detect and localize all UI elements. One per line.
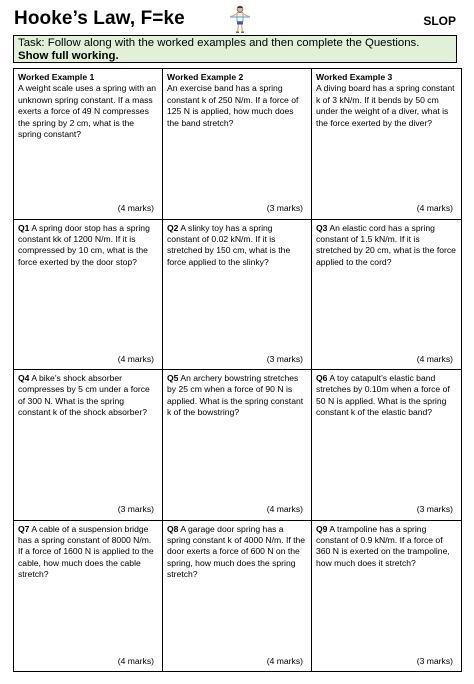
cell-text: A diving board has a spring constant k of 3 kN/m. If it bends by 50 cm under the weight of a diver, what is the force exerted by the diver? <box>316 83 455 128</box>
marks-label: (4 marks) <box>416 203 453 214</box>
task-text: Task: Follow along with the worked examples and then complete the Questions. <box>18 37 420 49</box>
question-5-cell <box>163 370 312 521</box>
question-text <box>167 524 307 581</box>
question-3-cell <box>312 220 461 371</box>
question-body: An elastic cord has a spring constant of 1.5 kN/m. If it is stretched by 20 cm, what is the force applied to the cord? <box>316 222 456 267</box>
question-1-cell <box>14 220 163 371</box>
marks-label: (3 marks) <box>117 504 154 515</box>
marks-label: (4 marks) <box>266 655 303 666</box>
question-text <box>316 223 457 269</box>
question-body: A cable of a suspension bridge has a spring constant of 8000 N/m. If a force of 1600 N is applied to the cable, how much does the cable stretch? <box>18 523 154 580</box>
question-text <box>167 373 307 419</box>
question-body: A bike’s shock absorber compresses by 5 cm under a force of 300 N. What is the spring constant k of the shock absorber? <box>18 373 150 418</box>
marks-label: (4 marks) <box>117 203 154 214</box>
task-instructions <box>13 35 457 63</box>
question-4-cell <box>14 370 163 521</box>
question-2-cell <box>163 220 312 371</box>
question-body: An archery bowstring stretches by 25 cm when a force of 90 N is applied. What is the spring constant k of the bowstring? <box>167 373 304 418</box>
question-number: Q1 <box>18 222 30 233</box>
question-body: A slinky toy has a spring constant of 0.02 kN/m. If it is stretched by 150 cm, what is the force applied to the slinky? <box>167 222 291 267</box>
question-text <box>18 373 158 419</box>
marks-label: (3 marks) <box>416 655 453 666</box>
question-text <box>316 524 457 570</box>
worked-example-1-cell <box>14 69 163 220</box>
question-body: A spring door stop has a spring constant kk of 1200 N/m. If it is compressed by 10 cm, what is the force exerted by the door stop? <box>18 222 150 267</box>
question-text <box>167 223 307 269</box>
slop-label: SLOP <box>423 14 456 28</box>
question-6-cell <box>312 370 461 521</box>
marks-label: (4 marks) <box>416 353 453 364</box>
marks-label: (3 marks) <box>266 203 303 214</box>
cell-text: A weight scale uses a spring with an unknown spring constant. If a mass exerts a force of 49 N compresses the spring by 2 cm, what is the spring constant? <box>18 83 157 140</box>
marks-label: (4 marks) <box>266 504 303 515</box>
question-body: A toy catapult’s elastic band stretches by 0.10m when a force of 50 N is applied. What is the spring constant k of the elastic band? <box>316 373 450 418</box>
question-text <box>18 524 158 581</box>
worked-example-2-cell <box>163 69 312 220</box>
question-9-cell <box>312 521 461 672</box>
person-stretching-band-icon <box>227 5 253 33</box>
marks-label: (4 marks) <box>117 353 154 364</box>
marks-label: (3 marks) <box>416 504 453 515</box>
question-number: Q5 <box>167 373 179 383</box>
question-number: Q6 <box>316 373 328 383</box>
question-8-cell <box>163 521 312 672</box>
page-title: Hooke’s Law, F=ke <box>14 8 185 29</box>
question-7-cell <box>14 521 163 672</box>
question-number: Q3 <box>316 222 328 233</box>
question-number: Q4 <box>18 373 30 383</box>
question-grid <box>13 68 462 672</box>
question-body: A trampoline has a spring constant of 0.9 kN/m. If a force of 360 N is exerted on the trampoline, how much does it stretch? <box>316 523 450 568</box>
cell-heading: Worked Example 3 <box>316 72 393 82</box>
question-number: Q7 <box>18 523 30 534</box>
question-body: A garage door spring has a spring constant k of 4000 N/m. If the door exerts a force of 600 N on the spring, how much does the spring stretch? <box>167 523 306 580</box>
header <box>14 8 462 32</box>
cell-heading: Worked Example 1 <box>18 72 95 82</box>
task-emphasis: Show full working. <box>18 50 119 62</box>
question-text <box>18 223 158 269</box>
question-text <box>316 373 457 419</box>
cell-text: An exercise band has a spring constant k of 250 N/m. If a force of 125 N is applied, how much does the band stretch? <box>167 83 299 128</box>
cell-heading: Worked Example 2 <box>167 72 244 82</box>
question-number: Q9 <box>316 523 328 534</box>
worked-example-3-cell <box>312 69 461 220</box>
marks-label: (4 marks) <box>117 655 154 666</box>
question-number: Q2 <box>167 222 179 233</box>
question-number: Q8 <box>167 523 179 534</box>
marks-label: (3 marks) <box>266 353 303 364</box>
